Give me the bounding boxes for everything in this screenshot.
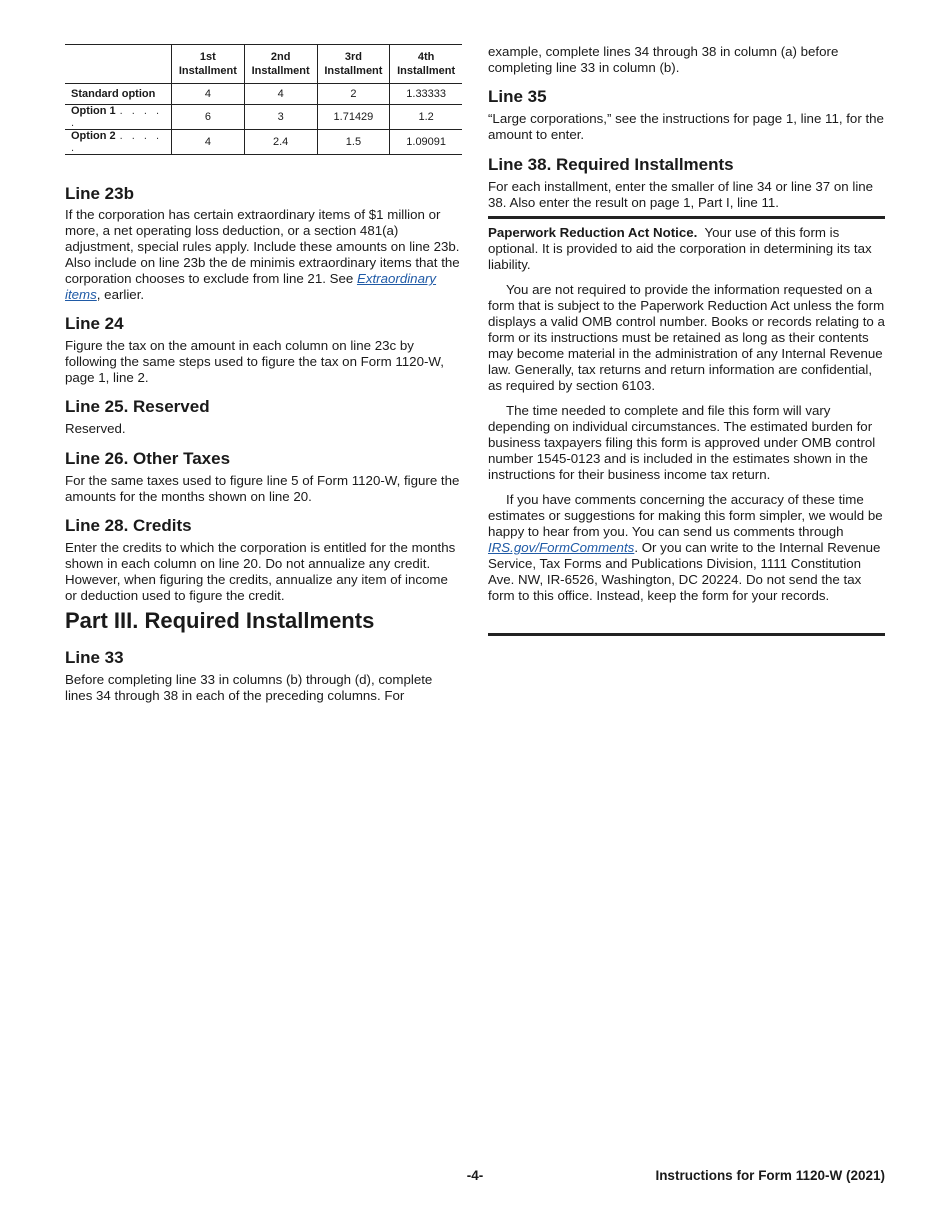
line-23b-text-end: , earlier. [96,287,145,302]
header-3rd-label: 3rd Installment [324,51,383,77]
table-header-1st [172,45,245,84]
paperwork-paragraph-3: The time needed to complete and file this form will vary depending on individual circumstances. The estimated burden for business taxpayers filing this form is approved under OMB control number 1545-0123 and is included in the estimates shown in the instructions for their business income tax return. [488,403,876,482]
table-header-2nd [244,45,317,84]
table-cell: 4 [172,130,245,155]
paperwork-paragraph-1 [488,225,885,273]
paragraph-line-35: “Large corporations,” see the instructions for page 1, line 11, for the amount to enter. [488,111,884,142]
table-cell: 1.71429 [317,105,390,130]
heading-line-23b: Line 23b [65,184,134,203]
section-line-38 [488,155,885,211]
table-header-row [65,45,462,84]
dot-leader: . . . . . [71,105,163,129]
heading-line-26: Line 26. Other Taxes [65,449,231,468]
row-label-text: Option 2 [71,130,116,142]
paragraph-continuation: example, complete lines 34 through 38 in column (a) before completing line 33 in column (b). [488,44,839,75]
footer-form-title: Instructions for Form 1120-W (2021) [655,1168,885,1183]
heading-line-25: Line 25. Reserved [65,397,210,416]
heading-line-28: Line 28. Credits [65,516,192,535]
table-row [65,130,462,155]
table-header-4th [390,45,462,84]
line-23b-text: If the corporation has certain extraordinary items of $1 million or more, a net operating loss deduction, or a section 481(a) adjustment, special rules apply. Include these amounts on line 23b. Also include on line 23b the de minimis extraordinary items that the corporation chooses to exclude from line 21. See [65,207,460,286]
table-cell: 1.09091 [390,130,462,155]
header-1st-label: 1st Installment [178,51,237,77]
section-line-24 [65,314,462,386]
section-continuation [488,44,885,76]
table-cell: 3 [244,105,317,130]
paperwork-paragraph-2: You are not required to provide the information requested on a form that is subject to the Paperwork Reduction Act unless the form displays a valid OMB control number. Books or records relating to a form or its instructions must be retained as long as their contents may become material in the administration of any Internal Revenue law. Generally, tax returns and return information are confidential, as required by section 6103. [488,282,885,393]
paragraph-line-33: Before completing line 33 in columns (b) through (d), complete lines 34 through 38 in each of the preceding columns. For [65,672,433,703]
heading-part-3: Part III. Required Installments [65,608,375,633]
table-cell: 4 [244,84,317,105]
paperwork-text-1: Your use of this form is optional. It is provided to aid the corporation in determining its tax liability. [488,225,872,272]
paperwork-paragraph-4 [488,492,885,604]
table-cell: 1.33333 [390,84,462,105]
table-cell: 6 [172,105,245,130]
row-label [65,130,172,155]
section-part-3 [65,608,462,634]
paragraph-line-26: For the same taxes used to figure line 5 of Form 1120-W, figure the amounts for the months shown on line 20. [65,473,460,504]
section-line-23b [65,184,462,303]
section-line-25 [65,397,462,437]
table-cell: 1.2 [390,105,462,130]
heading-line-35: Line 35 [488,87,547,106]
heading-line-38: Line 38. Required Installments [488,155,734,174]
table-header-3rd [317,45,390,84]
row-label-text: Standard option [71,88,156,100]
paragraph-line-25: Reserved. [65,421,126,436]
table-cell: 2.4 [244,130,317,155]
extraordinary-items-link[interactable]: Extraordinary items [65,271,437,302]
table-cell: 4 [172,84,245,105]
heading-line-24: Line 24 [65,314,124,333]
section-line-28 [65,516,462,604]
header-2nd-label: 2nd Installment [251,51,310,77]
dot-leader: . . . . . [71,130,163,154]
installment-factor-table [65,44,462,155]
section-line-26 [65,449,462,505]
paragraph-line-28: Enter the credits to which the corporation is entitled for the months shown in each column on line 20. Do not annualize any credit. However, when figuring the credits, annualize any item of income or deduction used to figure the credit. [65,540,456,603]
paragraph-line-23b [65,207,462,303]
irs-form-comments-link[interactable]: IRS.gov/FormComments [488,540,635,555]
table-row [65,84,462,105]
row-label-text: Option 1 [71,105,116,117]
paragraph-line-24: Figure the tax on the amount in each column on line 23c by following the same steps used to figure the tax on Form 1120-W, page 1, line 2. [65,338,444,385]
table-row [65,105,462,130]
paperwork-text-4-end: . Or you can write to the Internal Revenue Service, Tax Forms and Publications Division, 1111 Constitution Ave. NW, IR-6526, Washington, DC 20224. Do not send the tax form to this office. Instead, keep the form for your records. [488,540,881,603]
paperwork-text-4: If you have comments concerning the accuracy of these time estimates or suggestions for making this form simpler, we would be happy to hear from you. You can send us comments through [488,492,883,539]
row-label [65,105,172,130]
paragraph-line-38: For each installment, enter the smaller of line 34 or line 37 on line 38. Also enter the result on page 1, Part I, line 11. [488,179,874,210]
section-line-35 [488,87,885,143]
paperwork-notice-title: Paperwork Reduction Act Notice. [488,225,698,240]
page-number: -4- [466,1168,484,1183]
column-end-rule [488,633,885,636]
section-paperwork-notice [488,225,885,604]
heading-line-33: Line 33 [65,648,124,667]
table-cell: 1.5 [317,130,390,155]
table-header-blank [65,45,172,84]
left-column [65,44,462,703]
section-line-33 [65,648,462,704]
header-4th-label: 4th Installment [397,51,456,77]
row-label [65,84,172,105]
table-cell: 2 [317,84,390,105]
section-divider [488,216,885,219]
